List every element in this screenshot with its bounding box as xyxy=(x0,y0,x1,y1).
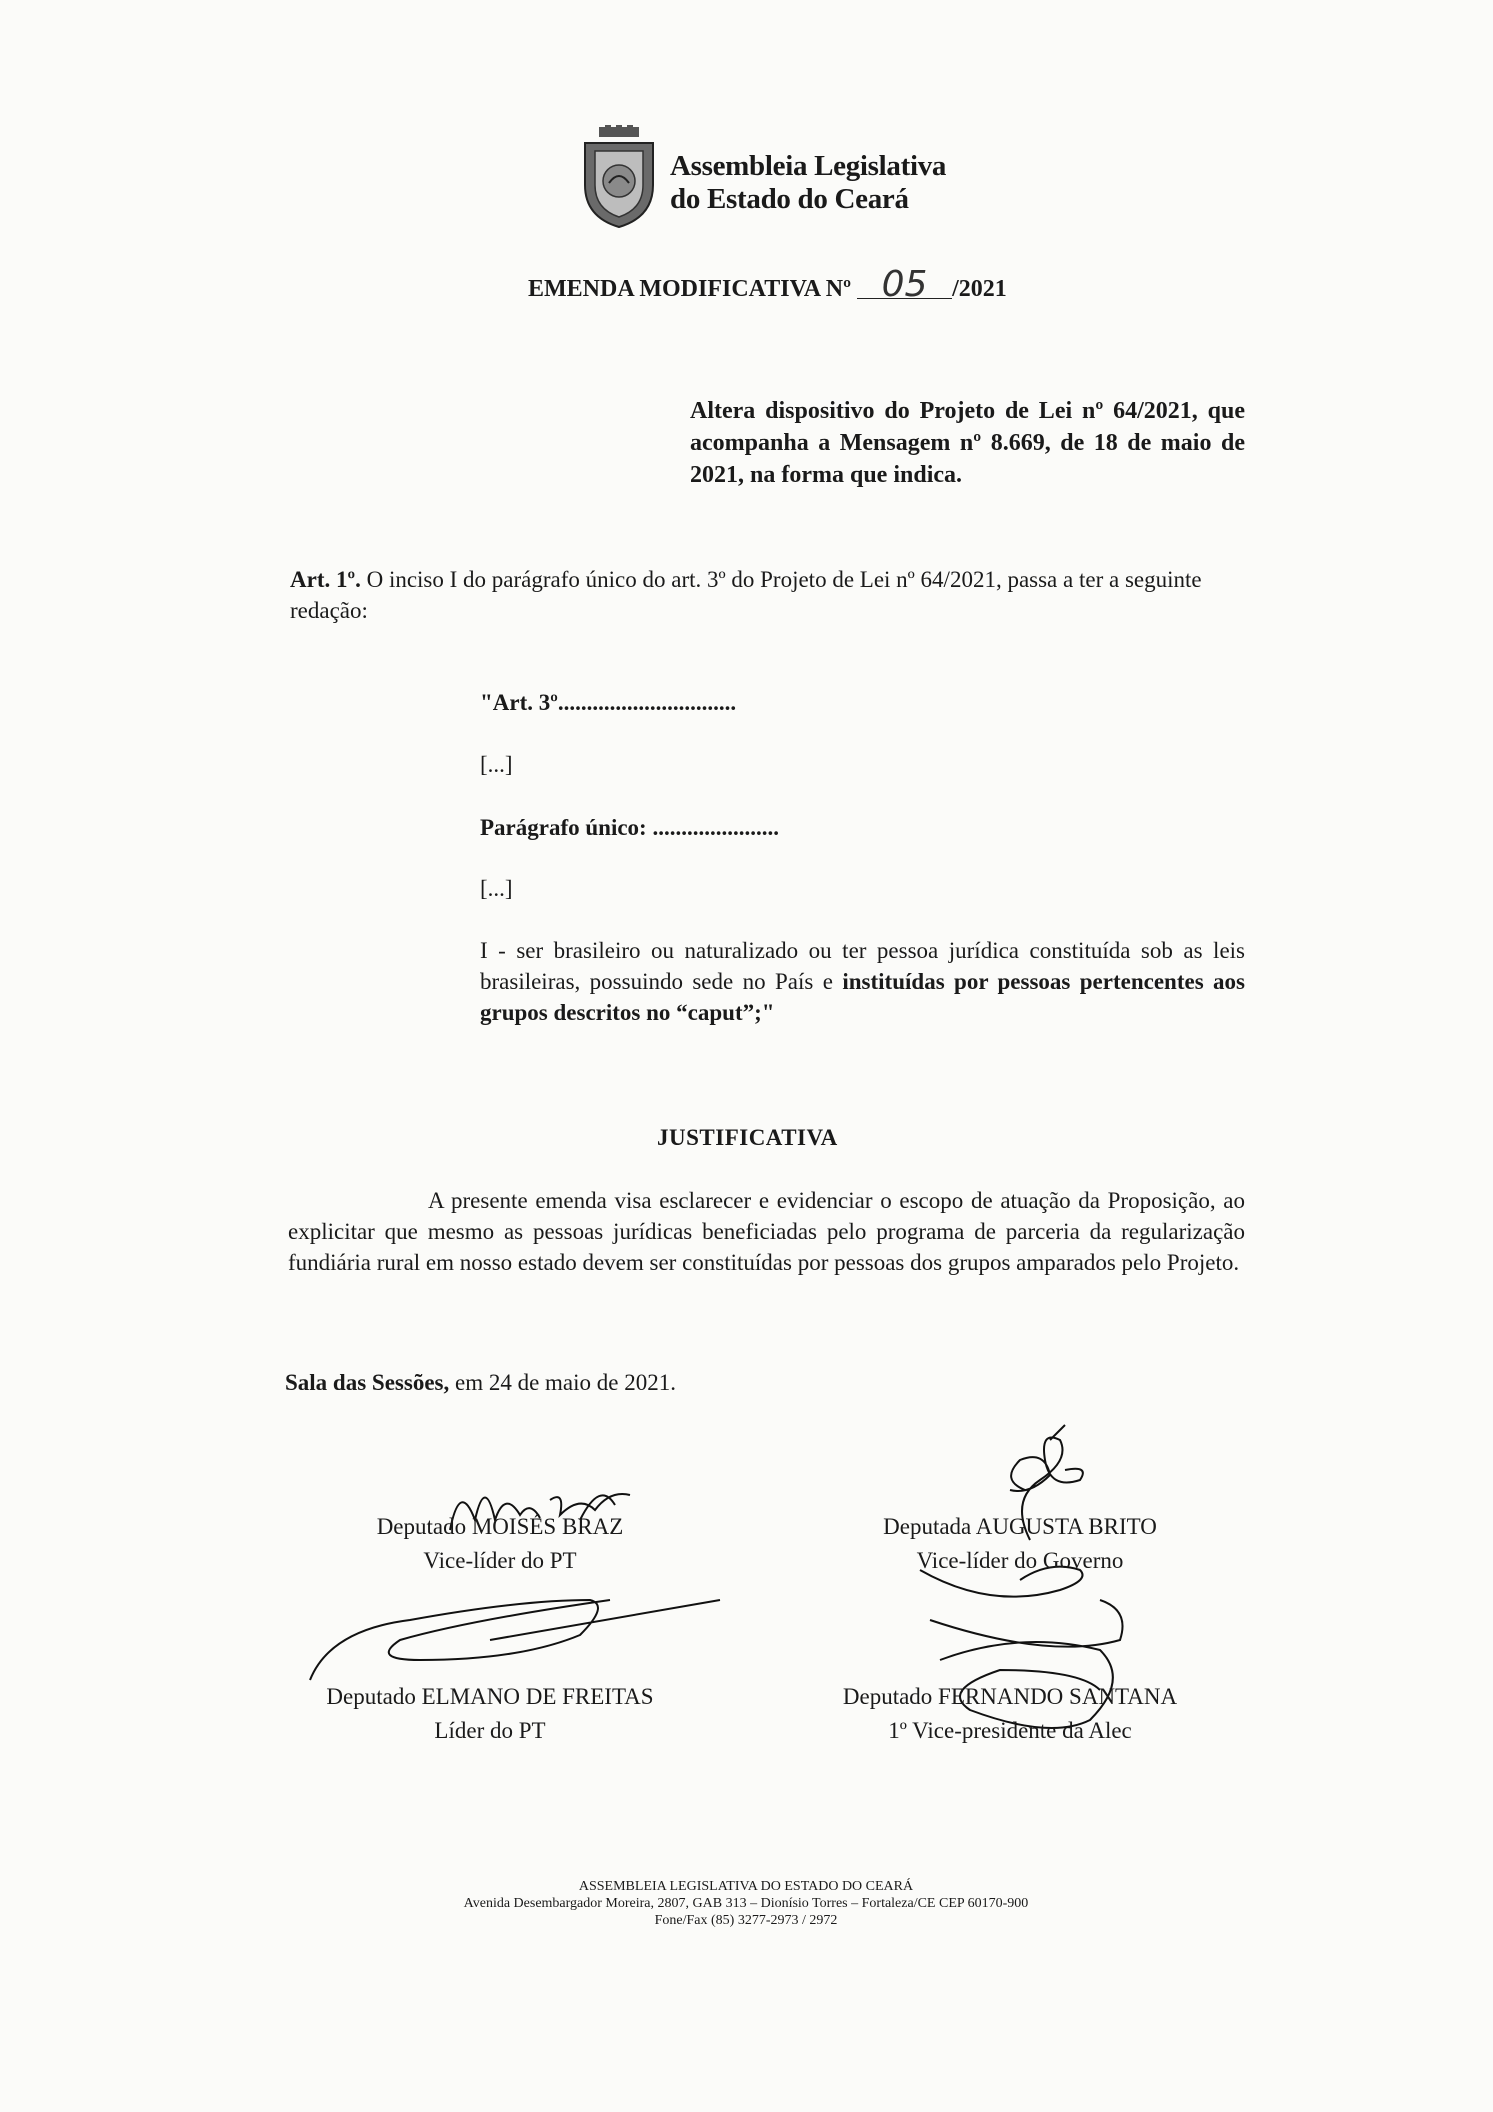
footer-org: ASSEMBLEIA LEGISLATIVA DO ESTADO DO CEARÁ xyxy=(578,1879,914,1894)
handwritten-number: 05 xyxy=(857,272,952,299)
signature-block-1 xyxy=(320,1510,680,1578)
state-crest-icon xyxy=(575,125,663,229)
article-1-label: Art. 1º. xyxy=(290,567,361,592)
signature-block-3 xyxy=(290,1680,690,1748)
article-1-text: O inciso I do parágrafo único do art. 3º do Projeto de Lei nº 64/2021, passa a ter a seguinte redação: xyxy=(290,567,1202,623)
signer-name: Deputado MOISÉS BRAZ xyxy=(376,1514,624,1539)
footer-street: Avenida Desembargador Moreira, 2807, GAB 313 – Dionísio Torres – Fortaleza/CE CEP 60170-900 xyxy=(463,1896,1029,1911)
session-label: Sala das Sessões, xyxy=(285,1370,450,1395)
document-title xyxy=(528,264,1007,305)
signer-name: Deputado FERNANDO SANTANA xyxy=(842,1684,1178,1709)
org-name-line2: do Estado do Ceará xyxy=(670,183,909,215)
session-date-text: em 24 de maio de 2021. xyxy=(454,1370,676,1395)
org-name-line1: Assembleia Legislativa xyxy=(670,150,947,182)
justification-title: JUSTIFICATIVA xyxy=(657,1125,838,1150)
quote-art3: "Art. 3º............................... xyxy=(480,690,737,715)
quote-ellipsis-1: [...] xyxy=(480,752,513,777)
signature-elmano-de-freitas xyxy=(290,1560,740,1690)
justification-text: A presente emenda visa esclarecer e evidenciar o escopo de atuação da Proposição, ao explicitar que mesmo as pessoas jurídicas beneficiadas pelo programa de parceria da regularização fundiária rural em nosso estado devem ser constituídas por pessoas dos grupos amparados pelo Projeto. xyxy=(288,1188,1245,1275)
signer-role: 1º Vice-presidente da Alec xyxy=(888,1718,1132,1743)
title-year: /2021 xyxy=(952,276,1007,302)
signer-name: Deputada AUGUSTA BRITO xyxy=(883,1514,1157,1539)
signer-role: Vice-líder do PT xyxy=(423,1548,577,1573)
signer-role: Líder do PT xyxy=(434,1718,546,1743)
footer-phone: Fone/Fax (85) 3277-2973 / 2972 xyxy=(654,1913,838,1928)
session-date xyxy=(285,1370,676,1396)
ementa: Altera dispositivo do Projeto de Lei nº 64/2021, que acompanha a Mensagem nº 8.669, de 18 de maio de 2021, na forma que indica. xyxy=(690,398,1245,488)
quote-paragraph: Parágrafo único: ...................... xyxy=(480,815,779,840)
quote-inciso xyxy=(480,935,1245,1028)
signature-block-2 xyxy=(810,1510,1230,1578)
quote-ellipsis-2: [...] xyxy=(480,876,513,901)
footer-address xyxy=(346,1878,1146,1929)
signer-name: Deputado ELMANO DE FREITAS xyxy=(326,1684,654,1709)
article-1 xyxy=(290,564,1245,626)
inciso-bold-text: instituídas por pessoas pertencentes aos grupos descritos no “caput”;" xyxy=(480,969,1246,1025)
inciso-plain-text: I - ser brasileiro ou naturalizado ou ter pessoa jurídica constituída sob as leis brasileiras, possuindo sede no País e xyxy=(480,938,1245,994)
title-prefix: EMENDA MODIFICATIVA Nº xyxy=(528,276,852,302)
signer-role: Vice-líder do Governo xyxy=(916,1548,1124,1573)
signature-block-4 xyxy=(780,1680,1240,1748)
